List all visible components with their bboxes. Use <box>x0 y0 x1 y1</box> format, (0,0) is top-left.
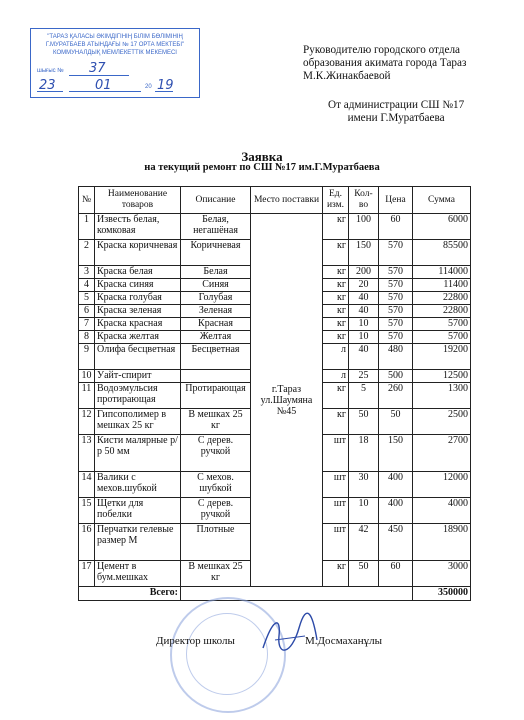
item-unit: шт <box>323 498 349 524</box>
item-qty: 25 <box>349 370 379 383</box>
item-qty: 50 <box>349 561 379 587</box>
item-qty: 40 <box>349 344 379 370</box>
item-qty: 10 <box>349 498 379 524</box>
item-description: Зеленая <box>181 305 251 318</box>
row-number: 9 <box>79 344 95 370</box>
table-row <box>79 214 471 240</box>
item-name: Перчатки гелевые размер М <box>95 524 181 561</box>
stamp-month: 01 <box>95 78 112 93</box>
item-qty: 18 <box>349 435 379 472</box>
item-description: В мешках 25 кг <box>181 561 251 587</box>
header-price: Цена <box>379 187 413 214</box>
item-sum: 5700 <box>413 318 471 331</box>
header-sum: Сумма <box>413 187 471 214</box>
item-unit: кг <box>323 240 349 266</box>
row-number: 15 <box>79 498 95 524</box>
item-name: Краска коричневая <box>95 240 181 266</box>
item-qty: 20 <box>349 279 379 292</box>
item-price: 570 <box>379 266 413 279</box>
item-price: 400 <box>379 472 413 498</box>
row-number: 14 <box>79 472 95 498</box>
item-sum: 12500 <box>413 370 471 383</box>
item-name: Валики с мехов.шубкой <box>95 472 181 498</box>
row-number: 10 <box>79 370 95 383</box>
item-price: 450 <box>379 524 413 561</box>
row-number: 7 <box>79 318 95 331</box>
stamp-line-1: "ТАРАЗ ҚАЛАСЫ ӘКІМДІГІНІҢ БІЛІМ БӨЛІМІНІҢ <box>47 34 183 40</box>
item-unit: л <box>323 344 349 370</box>
item-price: 400 <box>379 498 413 524</box>
row-number: 2 <box>79 240 95 266</box>
item-name: Краска белая <box>95 266 181 279</box>
sender-line: имени Г.Муратбаева <box>347 112 445 124</box>
item-unit: кг <box>323 292 349 305</box>
signature-role: Директор школы <box>156 635 235 647</box>
item-unit: кг <box>323 279 349 292</box>
item-description: С дерев. ручкой <box>181 498 251 524</box>
document-subtitle: на текущий ремонт по СШ №17 им.Г.Муратбаева <box>144 162 380 173</box>
item-unit: кг <box>323 409 349 435</box>
item-price: 480 <box>379 344 413 370</box>
item-price: 60 <box>379 214 413 240</box>
item-name: Известь белая, комковая <box>95 214 181 240</box>
stamp-line-3: КОММУНАЛДЫҚ МЕМЛЕКЕТТІК МЕКЕМЕСІ <box>53 50 177 56</box>
stamp-year: 19 <box>157 78 174 93</box>
item-price: 570 <box>379 279 413 292</box>
item-unit: кг <box>323 214 349 240</box>
item-description: В мешках 25 кг <box>181 409 251 435</box>
item-sum: 114000 <box>413 266 471 279</box>
item-name: Водоэмульсия протирающая <box>95 383 181 409</box>
item-sum: 4000 <box>413 498 471 524</box>
stamp-day: 23 <box>39 78 56 93</box>
item-sum: 19200 <box>413 344 471 370</box>
addressee-line: М.К.Жинакбаевой <box>303 70 391 82</box>
item-sum: 22800 <box>413 305 471 318</box>
item-price: 570 <box>379 331 413 344</box>
total-label: Всего: <box>79 587 181 601</box>
item-sum: 11400 <box>413 279 471 292</box>
item-sum: 2700 <box>413 435 471 472</box>
header-qty: Кол-во <box>349 187 379 214</box>
item-qty: 100 <box>349 214 379 240</box>
item-qty: 150 <box>349 240 379 266</box>
header-number: № <box>79 187 95 214</box>
item-unit: кг <box>323 318 349 331</box>
header-unit: Ед. изм. <box>323 187 349 214</box>
item-description: Коричневая <box>181 240 251 266</box>
row-number: 13 <box>79 435 95 472</box>
row-number: 16 <box>79 524 95 561</box>
stamp-number: 37 <box>89 61 106 76</box>
row-number: 17 <box>79 561 95 587</box>
row-number: 6 <box>79 305 95 318</box>
item-qty: 5 <box>349 383 379 409</box>
sender-block <box>328 99 464 125</box>
item-unit: кг <box>323 331 349 344</box>
item-description: Желтая <box>181 331 251 344</box>
total-value: 350000 <box>413 587 471 601</box>
item-qty: 40 <box>349 292 379 305</box>
total-row <box>79 587 471 601</box>
item-price: 570 <box>379 318 413 331</box>
outgoing-stamp <box>30 28 200 98</box>
item-sum: 3000 <box>413 561 471 587</box>
item-sum: 1300 <box>413 383 471 409</box>
sender-line: От администрации СШ №17 <box>328 99 465 111</box>
signature-name: М.Досмаханұлы <box>305 635 382 647</box>
item-description: Белая <box>181 266 251 279</box>
item-sum: 85500 <box>413 240 471 266</box>
item-price: 500 <box>379 370 413 383</box>
item-unit: кг <box>323 561 349 587</box>
item-unit: л <box>323 370 349 383</box>
header-description: Описание <box>181 187 251 214</box>
addressee-line: образования акимата города Тараз <box>303 57 467 69</box>
item-name: Уайт-спирит <box>95 370 181 383</box>
table-header-row <box>79 187 471 214</box>
item-sum: 18900 <box>413 524 471 561</box>
row-number: 1 <box>79 214 95 240</box>
header-place: Место поставки <box>251 187 323 214</box>
item-sum: 12000 <box>413 472 471 498</box>
row-number: 3 <box>79 266 95 279</box>
item-unit: шт <box>323 435 349 472</box>
item-name: Цемент в бум.мешках <box>95 561 181 587</box>
item-qty: 50 <box>349 409 379 435</box>
item-sum: 2500 <box>413 409 471 435</box>
item-description: Бесцветная <box>181 344 251 370</box>
row-number: 8 <box>79 331 95 344</box>
item-unit: кг <box>323 305 349 318</box>
item-description: Плотные <box>181 524 251 561</box>
addressee-block <box>303 44 466 83</box>
row-number: 12 <box>79 409 95 435</box>
stamp-line-2: Г.МУРАТБАЕВ АТЫНДАҒЫ № 17 ОРТА МЕКТЕБІ" <box>45 42 185 48</box>
item-description: Синяя <box>181 279 251 292</box>
item-name: Олифа бесцветная <box>95 344 181 370</box>
stamp-year-prefix: 20 <box>145 84 152 90</box>
item-qty: 10 <box>349 331 379 344</box>
item-name: Краска желтая <box>95 331 181 344</box>
request-table <box>78 186 471 601</box>
item-description: Белая, негашёная <box>181 214 251 240</box>
item-price: 570 <box>379 305 413 318</box>
item-price: 570 <box>379 240 413 266</box>
item-unit: шт <box>323 472 349 498</box>
item-price: 60 <box>379 561 413 587</box>
item-name: Краска зеленая <box>95 305 181 318</box>
item-name: Краска красная <box>95 318 181 331</box>
item-unit: кг <box>323 383 349 409</box>
item-qty: 40 <box>349 305 379 318</box>
item-sum: 22800 <box>413 292 471 305</box>
stamp-outgoing-label: шығыс № <box>37 68 64 74</box>
item-price: 570 <box>379 292 413 305</box>
item-name: Щетки для побелки <box>95 498 181 524</box>
row-number: 5 <box>79 292 95 305</box>
item-price: 50 <box>379 409 413 435</box>
item-qty: 10 <box>349 318 379 331</box>
item-unit: шт <box>323 524 349 561</box>
header-name: Наименование товаров <box>95 187 181 214</box>
item-description <box>181 370 251 383</box>
item-price: 150 <box>379 435 413 472</box>
row-number: 11 <box>79 383 95 409</box>
document-title: Заявка <box>241 149 283 164</box>
row-number: 4 <box>79 279 95 292</box>
item-qty: 42 <box>349 524 379 561</box>
delivery-place: г.Тараз ул.Шаумяна №45 <box>251 214 323 587</box>
item-description: Красная <box>181 318 251 331</box>
item-description: Голубая <box>181 292 251 305</box>
item-sum: 5700 <box>413 331 471 344</box>
addressee-line: Руководителю городского отдела <box>303 44 461 56</box>
item-name: Краска голубая <box>95 292 181 305</box>
item-unit: кг <box>323 266 349 279</box>
item-name: Кисти малярные р/р 50 мм <box>95 435 181 472</box>
item-qty: 200 <box>349 266 379 279</box>
item-name: Гипсополимер в мешках 25 кг <box>95 409 181 435</box>
item-name: Краска синяя <box>95 279 181 292</box>
item-sum: 6000 <box>413 214 471 240</box>
item-description: С мехов. шубкой <box>181 472 251 498</box>
item-qty: 30 <box>349 472 379 498</box>
item-description: С дерев. ручкой <box>181 435 251 472</box>
item-price: 260 <box>379 383 413 409</box>
item-description: Протирающая <box>181 383 251 409</box>
